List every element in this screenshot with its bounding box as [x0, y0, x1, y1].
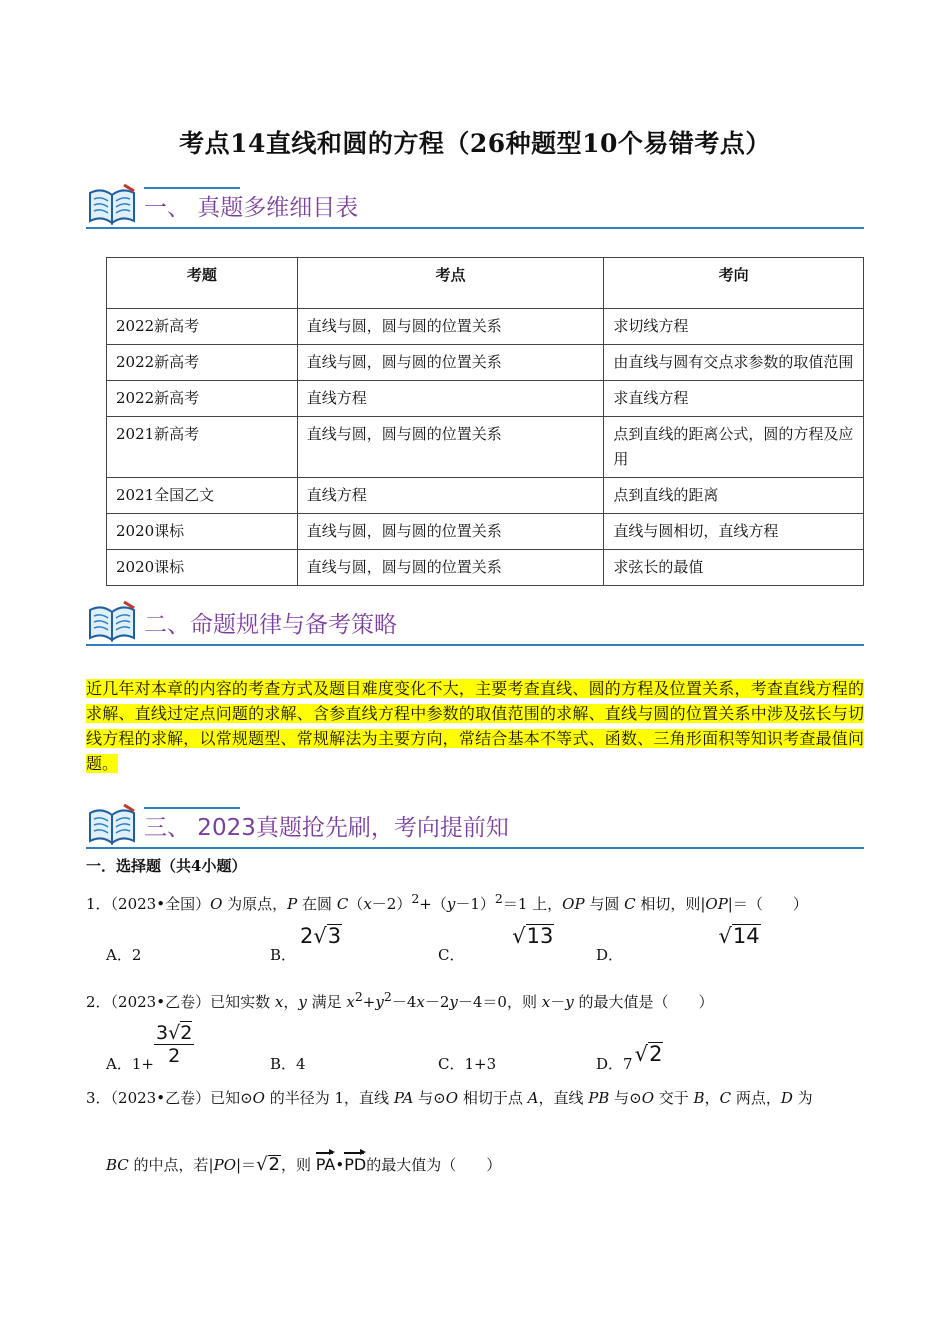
table-cell: 直线与圆，圆与圆的位置关系 — [297, 514, 604, 550]
question-number: 1． — [86, 895, 111, 913]
table-cell: 2022新高考 — [107, 345, 298, 381]
table-row — [107, 550, 864, 586]
table-cell: 直线方程 — [297, 381, 604, 417]
strategy-paragraph — [86, 676, 864, 776]
option-label: C． — [438, 946, 465, 964]
math-radicand: 14 — [732, 924, 760, 948]
question-source: （2023•乙卷） — [110, 1089, 211, 1107]
table-cell: 2022新高考 — [107, 309, 298, 345]
table-row — [107, 309, 864, 345]
q1-option-c — [438, 944, 464, 965]
dot-operator: • — [335, 1156, 345, 1174]
section-title-2: 二、命题规律与备考策略 — [144, 612, 397, 638]
book-icon — [86, 600, 138, 644]
table-cell: 直线与圆相切，直线方程 — [604, 514, 864, 550]
option-label: D． — [596, 946, 624, 964]
table-header-row — [107, 258, 864, 309]
vector-pd: PD — [344, 1155, 367, 1174]
book-icon — [86, 803, 138, 847]
question-number: 2． — [86, 993, 111, 1011]
question-1: 1．（2023•全国）O 为原点，P 在圆 $C(x-2)^2+(y-1)^2=1$ 上，OP 与圆 C 相切，则|OP|＝（ ） — [86, 891, 808, 913]
table-header: 考点 — [297, 258, 604, 309]
q1-option-c-value: √13 — [512, 924, 554, 948]
section-title-3: 三、 2023真题抢先刷，考向提前知 — [144, 815, 509, 841]
option-label: C．1+3 — [438, 1055, 497, 1073]
question-3-line-2: BC 的中点，若|PO|＝√2，则 PA•PD的最大值为（ ） — [106, 1154, 502, 1175]
option-label: A．1+ — [106, 1055, 154, 1073]
table-row — [107, 345, 864, 381]
table-row — [107, 514, 864, 550]
question-source: （2023•全国） — [110, 895, 211, 913]
subsection-title: 一．选择题（共4小题） — [86, 857, 247, 875]
table-cell: 2020课标 — [107, 550, 298, 586]
section-header-2 — [86, 600, 864, 650]
table-cell: 求弦长的最值 — [604, 550, 864, 586]
q3-sqrt: √2 — [256, 1154, 280, 1175]
table-cell: 直线方程 — [297, 478, 604, 514]
table-cell: 求切线方程 — [604, 309, 864, 345]
q2-option-c-value: √2 — [634, 1042, 663, 1066]
table-row — [107, 478, 864, 514]
table-header: 考题 — [107, 258, 298, 309]
math-radicand: 13 — [526, 924, 554, 948]
table-header: 考向 — [604, 258, 864, 309]
q1-option-b — [270, 944, 296, 965]
option-label: B． — [270, 946, 297, 964]
vector-pa: PA — [315, 1155, 336, 1174]
table-cell: 由直线与圆有交点求参数的取值范围 — [604, 345, 864, 381]
q1-option-b-value: 2√3 — [300, 924, 342, 948]
q2-option-b: B．4 — [270, 1055, 306, 1073]
q2-option-a-fraction: $\frac{3√2}{2}$ — [156, 1022, 193, 1067]
table-cell: 直线与圆，圆与圆的位置关系 — [297, 345, 604, 381]
math-radicand: 3 — [327, 924, 342, 948]
table-row — [107, 381, 864, 417]
table-cell: 直线与圆，圆与圆的位置关系 — [297, 417, 604, 478]
section-title-1: 一、 真题多维细目表 — [144, 195, 359, 221]
section-header-3 — [86, 803, 864, 853]
page-title: 考点14直线和圆的方程（26种题型10个易错考点） — [179, 129, 771, 158]
table-cell: 2022新高考 — [107, 381, 298, 417]
math-denominator: 2 — [168, 1045, 181, 1067]
section-header-1 — [86, 183, 864, 233]
question-2: 2．（2023•乙卷）已知实数 x，y 满足 $x^2+y^2-4x-2y-4=0$，则 x－y 的最大值是（ ） — [86, 989, 714, 1011]
strategy-text: 近几年对本章的内容的考查方式及题目难度变化不大，主要考查直线、圆的方程及位置关系，考查直线方程的求解、直线过定点问题的求解、含参直线方程中参数的取值范围的求解、直线与圆的位置关系中涉及弦长与切线方程的求解，以常规题型、常规解法为主要方向，常结合基本不等式、函数、三角形面积等知识考查最值问题。 — [86, 679, 864, 773]
table-cell: 求直线方程 — [604, 381, 864, 417]
exam-table — [106, 257, 864, 586]
table-cell: 点到直线的距离 — [604, 478, 864, 514]
question-source: （2023•乙卷） — [110, 993, 211, 1011]
math-radicand: 2 — [649, 1042, 663, 1066]
question-number: 3． — [86, 1089, 111, 1107]
q2-option-a — [106, 1053, 154, 1074]
table-cell: 2021全国乙文 — [107, 478, 298, 514]
q1-option-d-value: √14 — [718, 924, 760, 948]
table-cell: 直线与圆，圆与圆的位置关系 — [297, 550, 604, 586]
table-cell: 2021新高考 — [107, 417, 298, 478]
table-cell: 点到直线的距离公式，圆的方程及应用 — [604, 417, 864, 478]
q1-option-d — [596, 944, 623, 965]
q2-option-c — [438, 1053, 496, 1074]
table-row — [107, 417, 864, 478]
question-3: 3．（2023•乙卷）已知⊙O 的半径为 1，直线 PA 与⊙O 相切于点 A，直线 PB 与⊙O 交于 B，C 两点，D 为 — [86, 1089, 813, 1107]
table-cell: 2020课标 — [107, 514, 298, 550]
math-radicand: 2 — [268, 1154, 280, 1175]
book-icon — [86, 183, 138, 227]
q1-option-a: A．2 — [106, 946, 142, 964]
q2-option-d: D．7 — [596, 1055, 633, 1073]
table-cell: 直线与圆，圆与圆的位置关系 — [297, 309, 604, 345]
math-radicand: 2 — [180, 1022, 193, 1044]
math-coefficient: 2 — [300, 924, 314, 948]
math-coefficient: 3 — [156, 1022, 169, 1044]
